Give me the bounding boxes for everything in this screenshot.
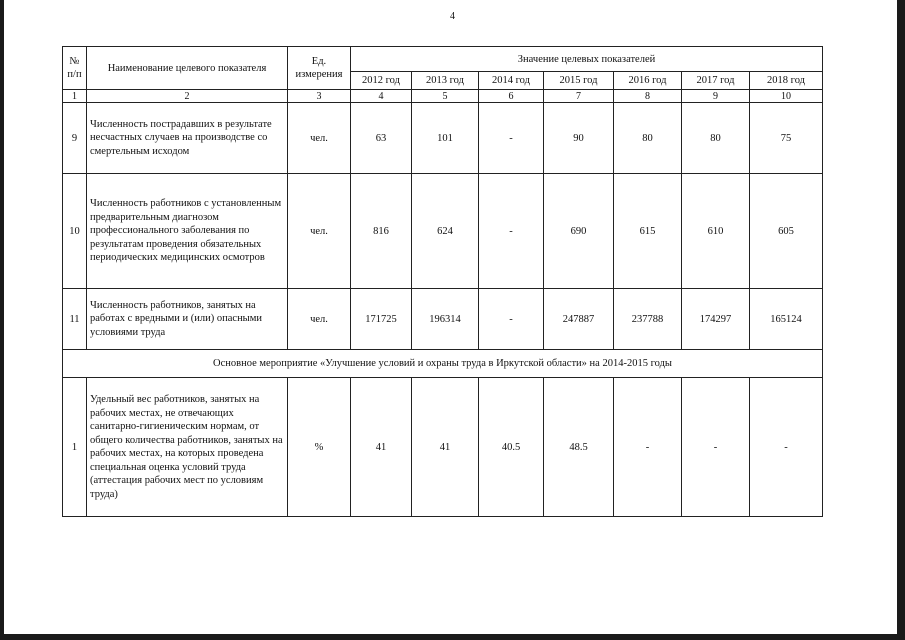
section-header-row [63, 350, 823, 378]
table-row [63, 174, 823, 289]
row-value: - [479, 174, 544, 289]
header-year: 2015 год [544, 72, 614, 90]
column-number: 6 [479, 90, 544, 103]
row-name: Численность работников с установленным предварительным диагнозом профессионального заболевания по результатам проведения обязательных периодических медицинских осмотров [87, 174, 288, 289]
table-row [63, 378, 823, 517]
row-value: 48.5 [544, 378, 614, 517]
row-value: 174297 [682, 289, 750, 350]
column-number: 10 [750, 90, 823, 103]
row-value: - [750, 378, 823, 517]
row-value: 101 [412, 103, 479, 174]
row-value: 615 [614, 174, 682, 289]
column-number-row [63, 90, 823, 103]
row-value: 40.5 [479, 378, 544, 517]
row-value: 41 [351, 378, 412, 517]
column-number: 1 [63, 90, 87, 103]
row-value: 605 [750, 174, 823, 289]
row-value: 165124 [750, 289, 823, 350]
row-value: 690 [544, 174, 614, 289]
column-number: 3 [288, 90, 351, 103]
column-number: 4 [351, 90, 412, 103]
row-unit: % [288, 378, 351, 517]
header-values-group: Значение целевых показателей [351, 47, 823, 72]
row-name: Численность работников, занятых на работах с вредными и (или) опасными условиями труда [87, 289, 288, 350]
row-value: 816 [351, 174, 412, 289]
row-value: 196314 [412, 289, 479, 350]
table-row [63, 103, 823, 174]
row-value: 75 [750, 103, 823, 174]
row-name: Численность пострадавших в результате несчастных случаев на производстве со смертельным исходом [87, 103, 288, 174]
column-number: 7 [544, 90, 614, 103]
row-value: 90 [544, 103, 614, 174]
header-name: Наименование целевого показателя [87, 47, 288, 90]
header-unit: Ед. измерения [288, 47, 351, 90]
row-unit: чел. [288, 289, 351, 350]
row-value: 63 [351, 103, 412, 174]
section-title: Основное мероприятие «Улучшение условий и охраны труда в Иркутской области» на 2014-2015 годы [63, 350, 823, 378]
column-number: 8 [614, 90, 682, 103]
row-value: - [682, 378, 750, 517]
row-value: - [479, 103, 544, 174]
row-value: - [614, 378, 682, 517]
scan-bottom-border [0, 634, 905, 640]
header-num: № п/п [63, 47, 87, 90]
row-value: 247887 [544, 289, 614, 350]
target-indicators-table [62, 46, 823, 517]
row-num: 1 [63, 378, 87, 517]
row-num: 11 [63, 289, 87, 350]
header-year: 2016 год [614, 72, 682, 90]
row-value: 610 [682, 174, 750, 289]
column-number: 5 [412, 90, 479, 103]
column-number: 9 [682, 90, 750, 103]
row-value: 624 [412, 174, 479, 289]
row-num: 9 [63, 103, 87, 174]
header-year: 2014 год [479, 72, 544, 90]
row-name: Удельный вес работников, занятых на рабочих местах, не отвечающих санитарно-гигиеническим нормам, от общего количества работников, занятых на рабочих местах, на которых проведена специальная оценка условий труда (аттестация рабочих мест по условиям труда) [87, 378, 288, 517]
row-value: 80 [682, 103, 750, 174]
page-number: 4 [450, 11, 455, 22]
scan-right-border [897, 0, 905, 640]
header-year: 2013 год [412, 72, 479, 90]
table-row [63, 289, 823, 350]
row-value: 237788 [614, 289, 682, 350]
scan-left-border [0, 0, 4, 640]
row-num: 10 [63, 174, 87, 289]
column-number: 2 [87, 90, 288, 103]
header-year: 2018 год [750, 72, 823, 90]
row-unit: чел. [288, 103, 351, 174]
row-value: 80 [614, 103, 682, 174]
row-value: - [479, 289, 544, 350]
header-year: 2017 год [682, 72, 750, 90]
header-year: 2012 год [351, 72, 412, 90]
row-unit: чел. [288, 174, 351, 289]
row-value: 41 [412, 378, 479, 517]
row-value: 171725 [351, 289, 412, 350]
